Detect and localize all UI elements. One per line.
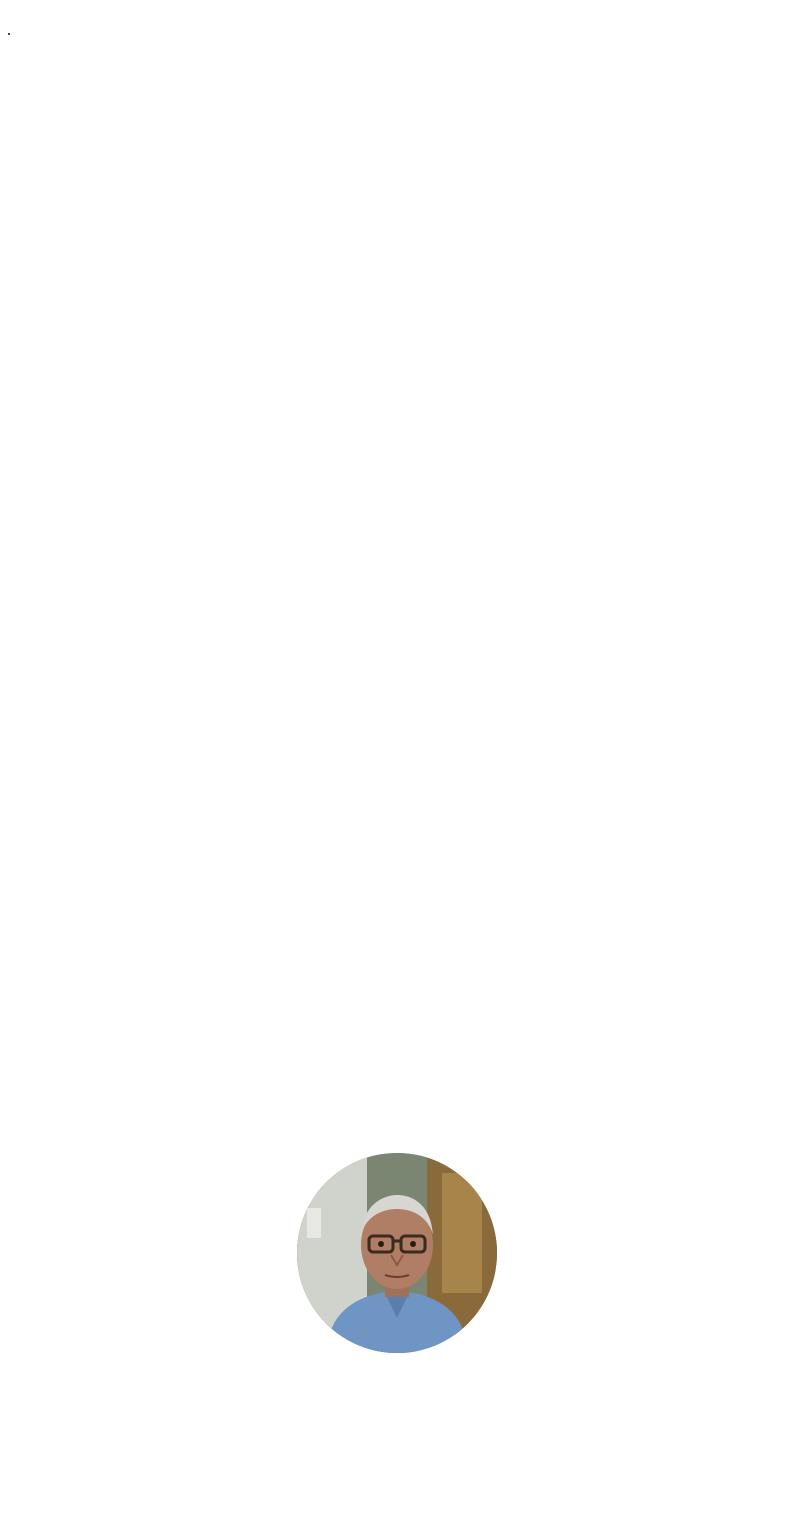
person-portrait-icon <box>297 1153 497 1353</box>
income-statement-table <box>8 33 10 35</box>
ledger-heading-row <box>10 7 642 9</box>
ledger-table <box>8 5 644 11</box>
document <box>0 0 794 35</box>
ledger-heading <box>10 7 258 9</box>
author-photo <box>297 1153 497 1353</box>
